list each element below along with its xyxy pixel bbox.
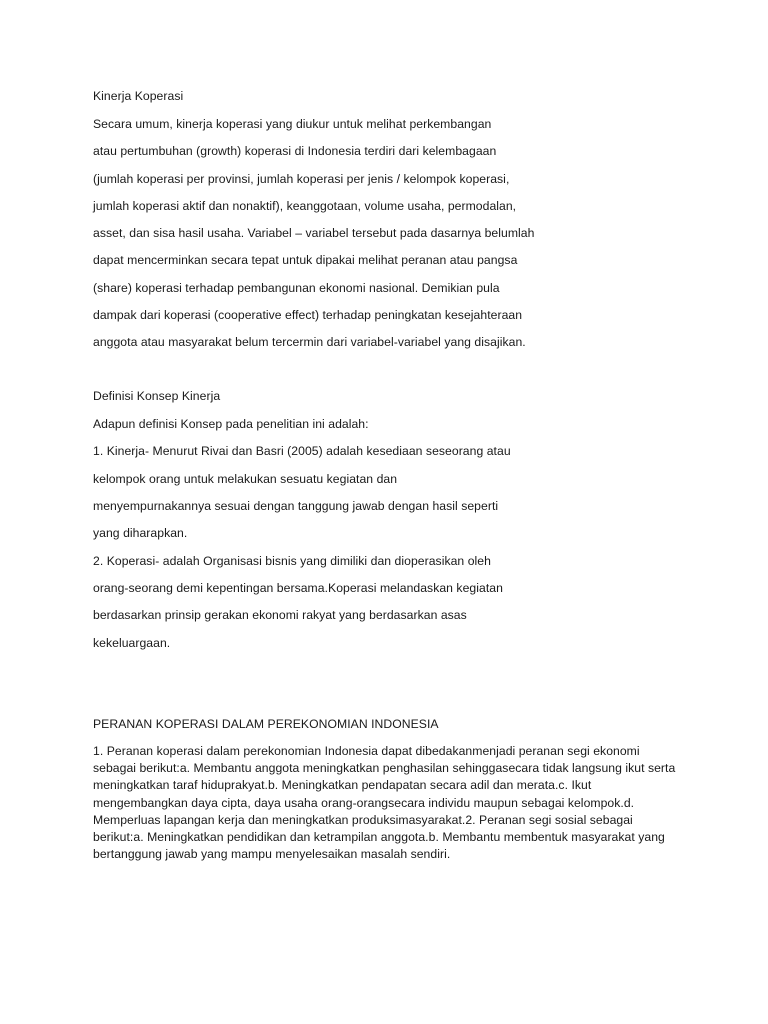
text-line: 2. Koperasi- adalah Organisasi bisnis yang dimiliki dan dioperasikan oleh xyxy=(93,554,491,568)
text-line: dampak dari koperasi (cooperative effect) terhadap peningkatan kesejahteraan xyxy=(93,308,523,322)
text-line: yang diharapkan. xyxy=(93,526,188,540)
text-line: berdasarkan prinsip gerakan ekonomi rakyat yang berdasarkan asas xyxy=(93,608,467,622)
text-line: (share) koperasi terhadap pembangunan ekonomi nasional. Demikian pula xyxy=(93,281,500,295)
section-heading-kinerja-koperasi: Kinerja Koperasi xyxy=(93,89,184,103)
text-line: jumlah koperasi aktif dan nonaktif), keanggotaan, volume usaha, permodalan, xyxy=(93,199,517,213)
text-line: kekeluargaan. xyxy=(93,636,171,650)
section-heading-definisi-konsep-kinerja: Definisi Konsep Kinerja xyxy=(93,389,221,403)
text-line: asset, dan sisa hasil usaha. Variabel – variabel tersebut pada dasarnya belumlah xyxy=(93,226,535,240)
text-line: Adapun definisi Konsep pada penelitian ini adalah: xyxy=(93,417,369,431)
body-paragraph: 1. Peranan koperasi dalam perekonomian Indonesia dapat dibedakanmenjadi peranan segi ekonomi sebagai berikut:a. Membantu anggota meningkatkan penghasilan sehinggasecara tidak langsung ikut serta meningkatkan taraf hiduprakyat.b. Meningkatkan pendapatan secara adil dan merata.c. Ikut mengembangkan daya cipta, daya usaha orang-orangsecara individu maupun sebagai kelompok.d. Memperluas lapangan kerja dan meningkatkan produksimasyarakat.2. Peranan segi sosial sebagai berikut:a. Meningkatkan pendidikan dan ketrampilan anggota.b. Membantu membentuk masyarakat yang bertanggung jawab yang mampu menyelesaikan masalah sendiri. xyxy=(93,744,676,862)
text-line: kelompok orang untuk melakukan sesuatu kegiatan dan xyxy=(93,472,398,486)
text-line: anggota atau masyarakat belum tercermin dari variabel-variabel yang disajikan. xyxy=(93,335,526,349)
text-line: dapat mencerminkan secara tepat untuk dipakai melihat peranan atau pangsa xyxy=(93,253,518,267)
text-line: menyempurnakannya sesuai dengan tanggung jawab dengan hasil seperti xyxy=(93,499,499,513)
text-line: orang-seorang demi kepentingan bersama.Koperasi melandaskan kegiatan xyxy=(93,581,503,595)
text-line: atau pertumbuhan (growth) koperasi di Indonesia terdiri dari kelembagaan xyxy=(93,144,497,158)
text-line: 1. Kinerja- Menurut Rivai dan Basri (2005) adalah kesediaan seseorang atau xyxy=(93,444,511,458)
section-heading-peranan-koperasi: PERANAN KOPERASI DALAM PEREKONOMIAN INDONESIA xyxy=(93,717,439,731)
text-line: (jumlah koperasi per provinsi, jumlah koperasi per jenis / kelompok koperasi, xyxy=(93,172,510,186)
text-line: Secara umum, kinerja koperasi yang diukur untuk melihat perkembangan xyxy=(93,117,492,131)
